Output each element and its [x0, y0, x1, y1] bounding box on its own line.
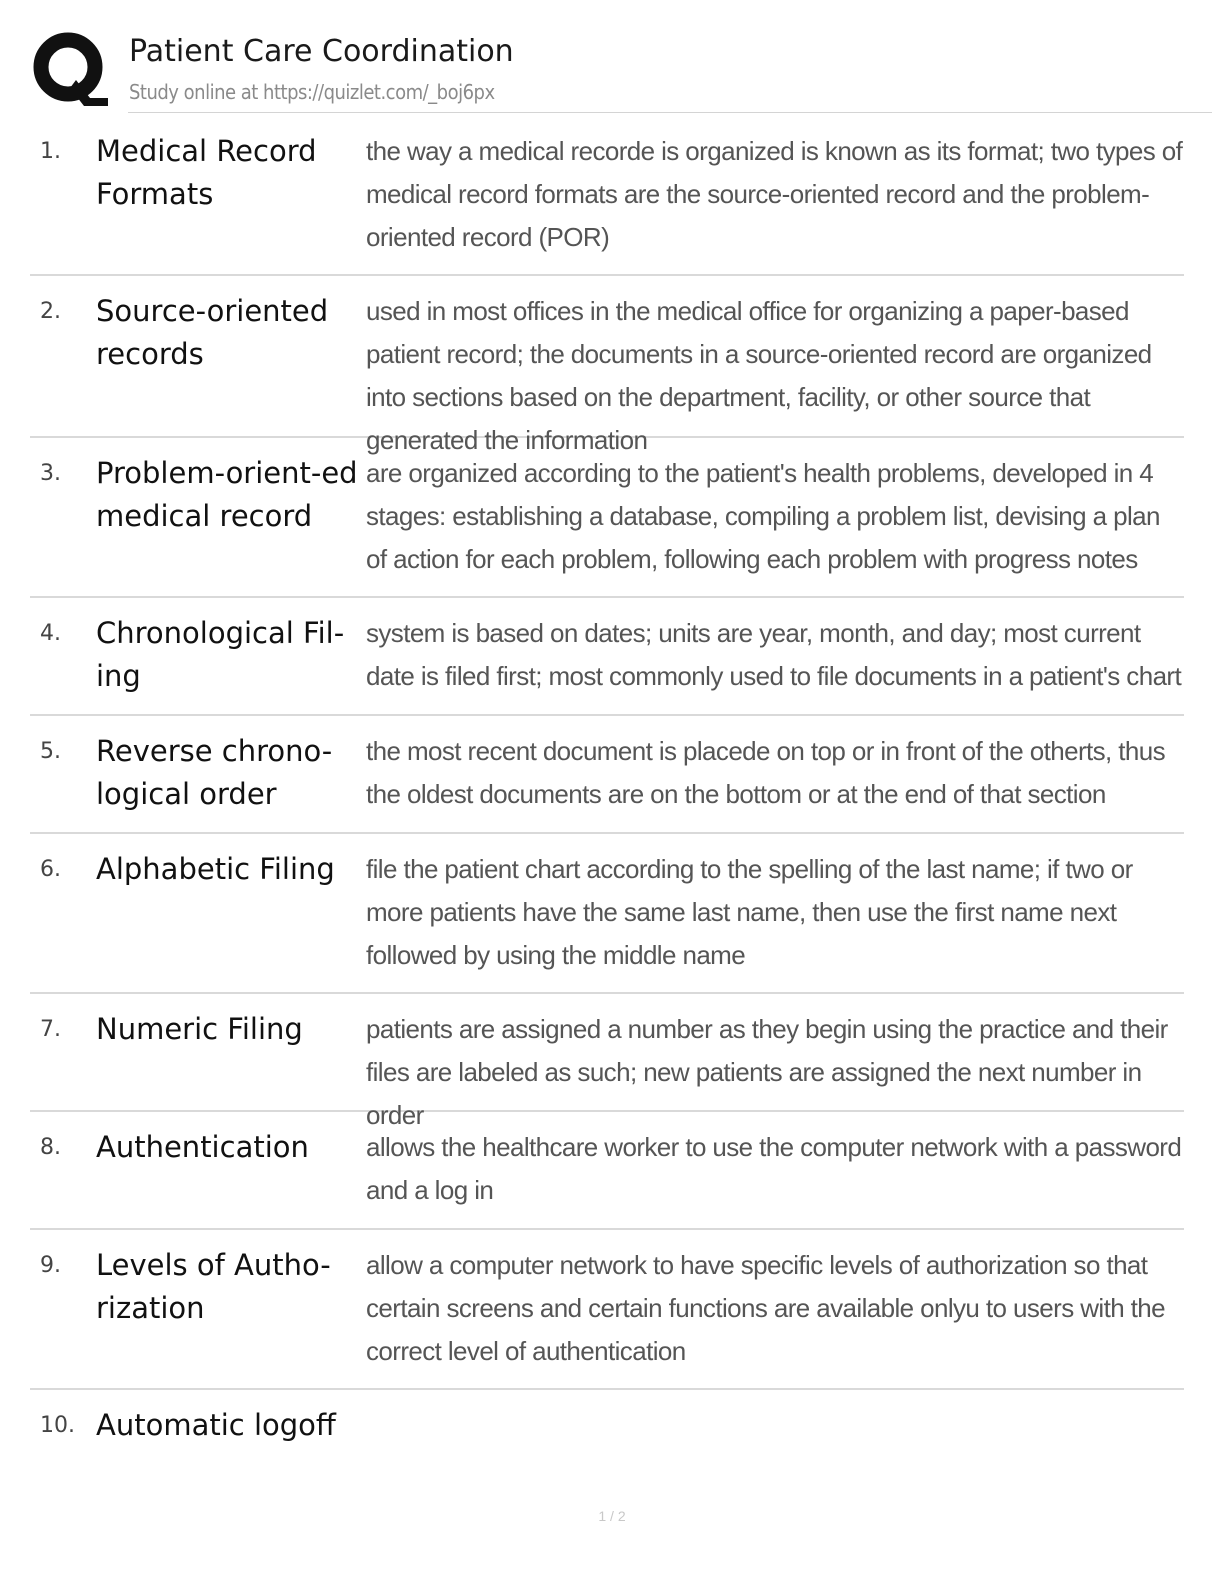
term-number: 1.	[40, 139, 61, 164]
header-divider	[128, 112, 1212, 113]
term-number: 2.	[40, 299, 61, 324]
term-number: 4.	[40, 621, 61, 646]
term-definition: are organized according to the patient's health problems, developed in 4 stages: establishing a database, compiling a problem list, devising a plan of action for each problem, following each problem with progress notes	[366, 458, 1160, 574]
term-number: 3.	[40, 461, 61, 486]
term-word: Automatic logoff	[96, 1408, 336, 1442]
term-word: Source-oriented records	[96, 294, 329, 371]
term-definition: patients are assigned a number as they begin using the practice and their files are labeled as such; new patients are assigned the next number in order	[366, 1014, 1168, 1130]
term-number: 6.	[40, 857, 61, 882]
term-definition: allows the healthcare worker to use the computer network with a password and a log in	[366, 1132, 1182, 1205]
term-definition: the way a medical recorde is organized is known as its format; two types of medical record formats are the source-oriented record and the problem-oriented record (POR)	[366, 136, 1183, 252]
study-link[interactable]: Study online at https://quizlet.com/_boj6px	[129, 80, 495, 104]
term-definition: the most recent document is placede on top or in front of the otherts, thus the oldest documents are on the bottom or at the end of that section	[366, 736, 1166, 809]
term-row	[30, 834, 1184, 994]
term-row	[30, 1230, 1184, 1390]
term-row	[30, 994, 1184, 1130]
term-row	[30, 1390, 1184, 1470]
term-row	[30, 276, 1184, 455]
term-definition: used in most offices in the medical office for organizing a paper-based patient record; the documents in a source-oriented record are organized into sections based on the department, facility, or other source that generated the information	[366, 296, 1152, 455]
term-word: Problem-orient-ed medical record	[96, 456, 358, 533]
quizlet-logo-icon	[32, 30, 108, 106]
term-word: Medical Record Formats	[96, 134, 317, 211]
term-list	[30, 116, 1184, 1470]
term-definition: allow a computer network to have specific levels of authorization so that certain screens and certain functions are available onlyu to users with the correct level of authentication	[366, 1250, 1166, 1366]
term-word: Numeric Filing	[96, 1012, 303, 1046]
term-word: Alphabetic Filing	[96, 852, 335, 886]
term-row	[30, 1112, 1184, 1230]
page-title: Patient Care Coordination	[129, 34, 514, 69]
term-number: 10.	[40, 1413, 75, 1438]
term-definition: system is based on dates; units are year, month, and day; most current date is filed first; most commonly used to file documents in a patient's chart	[366, 618, 1182, 691]
term-number: 7.	[40, 1017, 61, 1042]
term-word: Chronological Fil-ing	[96, 616, 345, 693]
term-number: 9.	[40, 1253, 61, 1278]
term-word: Authentication	[96, 1130, 309, 1164]
page-header	[30, 28, 1184, 114]
term-number: 5.	[40, 739, 61, 764]
term-word: Levels of Autho-rization	[96, 1248, 331, 1325]
term-row	[30, 438, 1184, 598]
page-number: 1 / 2	[598, 1508, 626, 1524]
term-definition: file the patient chart according to the spelling of the last name; if two or more patients have the same last name, then use the first name next followed by using the middle name	[366, 854, 1133, 970]
term-word: Reverse chrono-logical order	[96, 734, 333, 811]
term-row	[30, 598, 1184, 716]
term-row	[30, 716, 1184, 834]
term-row	[30, 116, 1184, 276]
term-number: 8.	[40, 1135, 61, 1160]
